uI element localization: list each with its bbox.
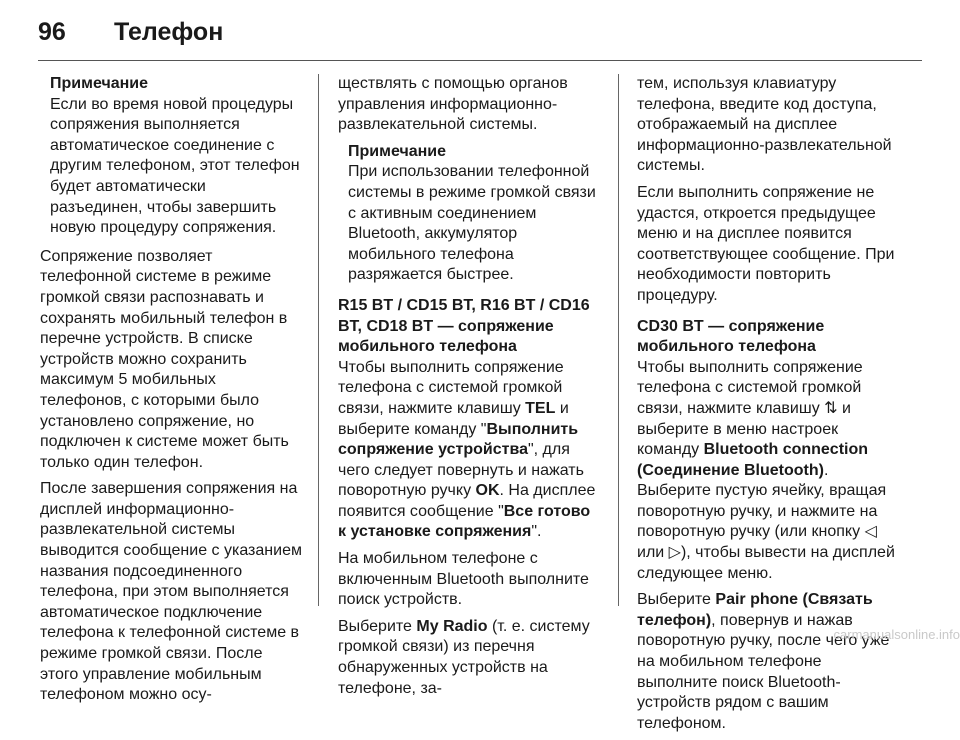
paragraph: ществлять с помощью органов управления информационно-развлекательной системы. bbox=[338, 75, 568, 134]
key-ok: OK bbox=[475, 482, 500, 500]
command-bluetooth-connection: Bluetooth connection (Соединение Bluetooth) bbox=[637, 441, 869, 479]
page-header bbox=[38, 18, 922, 50]
watermark: carmanualsonline.info bbox=[833, 627, 960, 642]
paragraph: Чтобы выполнить сопряжение телефона с системой громкой связи, нажмите клавишу ⇅ и выберите в меню настроек команду Bluetooth connection (Соединение Bluetooth). Выберите пустую ячейку, вращая поворотную ручку, и нажмите на поворотную ручку (или кнопку ◁ или ▷), чтобы вывести на дисплей следующее меню. bbox=[637, 358, 895, 582]
display-message: Все готово к установке сопряжения bbox=[338, 502, 591, 541]
command-pair: Выполнить сопряжение устройства bbox=[338, 420, 579, 459]
header-divider bbox=[38, 60, 922, 61]
note-box bbox=[338, 142, 600, 286]
column-1 bbox=[40, 74, 302, 712]
paragraph: После завершения сопряжения на дисплей информационно-развлекательной системы выводится сообщение с указанием названия подсоединенного телефона, при этом выполняется автоматическое подключение телефона к телефонной системе в режиме громкой связи. После этого управление мобильным телефоном можно осу- bbox=[40, 480, 302, 704]
column-2 bbox=[338, 74, 600, 705]
paragraph: На мобильном телефоне с включенным Bluetooth выполните поиск устройств. bbox=[338, 550, 589, 609]
paragraph: Выберите Pair phone (Связать телефон), повернув и нажав поворотную ручку, после чего уже на мобильном телефоне выполните поиск Bluetooth-устройств рядом с вашим телефоном. bbox=[637, 591, 890, 732]
command-pair-phone: Pair phone (Связать телефон) bbox=[637, 591, 873, 629]
paragraph: Если выполнить сопряжение не удастся, откроется предыдущее меню и на дисплее появится соответствующее сообщение. При необходимости повторить процедуру. bbox=[637, 183, 895, 304]
column-divider-1 bbox=[318, 74, 319, 606]
note-text: Если во время новой процедуры сопряжения выполняется автоматическое соединение с другим телефоном, этот телефон будет автоматически разъединен, чтобы завершить новую процедуру сопряжения. bbox=[50, 95, 300, 237]
section-heading: CD30 BT — сопряжение мобильного телефона bbox=[637, 317, 825, 356]
section-heading: R15 BT / CD15 BT, R16 BT / CD16 BT, CD18 BT — сопряжение мобильного телефона bbox=[338, 296, 590, 356]
page-number: 96 bbox=[38, 18, 66, 46]
note-title: Примечание bbox=[348, 142, 447, 160]
paragraph: Чтобы выполнить сопряжение телефона с системой громкой связи, нажмите клавишу TEL и выберите команду "Выполнить сопряжение устройства", для чего следует повернуть и нажать поворотную ручку OK. На дисплее появится сообщение "Все готово к установке сопряжения". bbox=[338, 358, 596, 541]
paragraph: Сопряжение позволяет телефонной системе в режиме громкой связи распознавать и сохранять мобильный телефон в перечне устройств. В списке устройств можно сохранить максимум 5 мобильных телефонов, с которыми было установлено сопряжение, но подключен к системе может быть только один телефон. bbox=[40, 247, 289, 471]
note-title: Примечание bbox=[50, 75, 149, 92]
device-name: My Radio bbox=[416, 617, 488, 635]
note-text: При использовании телефонной системы в режиме громкой связи с активным соединением Bluetooth, аккумулятор мобильного телефона разряжается быстрее. bbox=[348, 163, 596, 284]
column-divider-2 bbox=[618, 74, 619, 606]
setup-key-icon: ⇅ bbox=[824, 399, 838, 417]
note-box bbox=[40, 74, 302, 239]
page-title: Телефон bbox=[114, 18, 224, 46]
key-tel: TEL bbox=[525, 399, 556, 417]
paragraph: Выберите My Radio (т. е. систему громкой связи) из перечня обнаруженных устройств на телефоне, за- bbox=[338, 617, 590, 697]
paragraph: тем, используя клавиатуру телефона, введите код доступа, отображаемый на дисплее информационно-развлекательной системы. bbox=[637, 75, 892, 175]
